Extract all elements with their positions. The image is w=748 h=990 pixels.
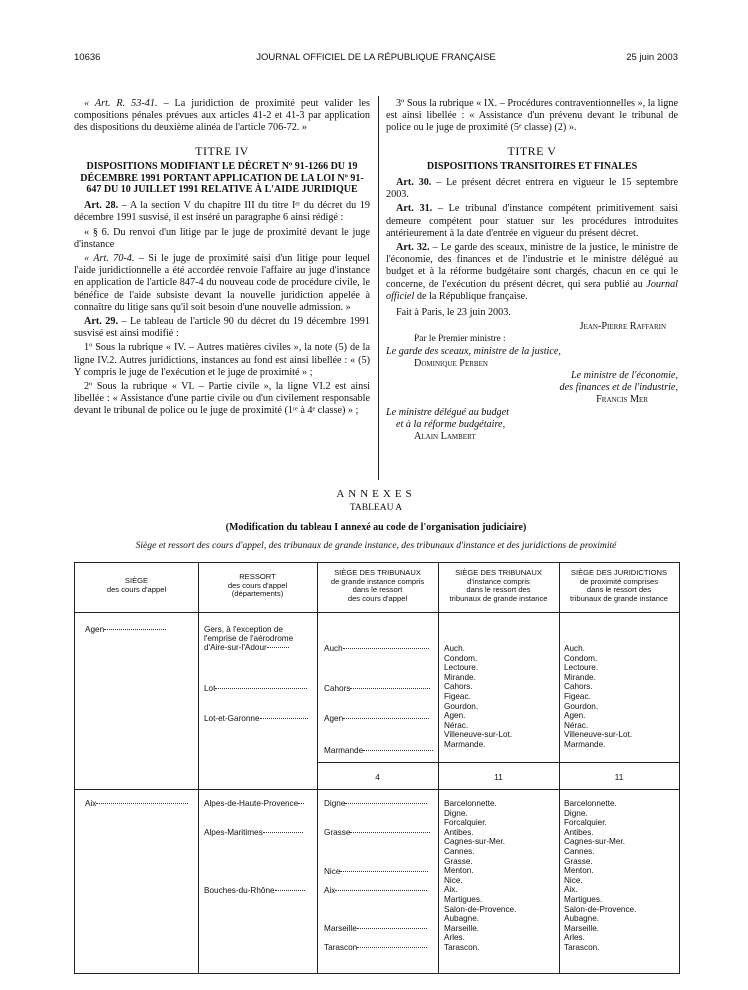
- list-item: Salon-de-Provence.: [564, 904, 637, 914]
- table-caption: Siège et ressort des cours d'appel, des tribunaux de grande instance, des tribunaux d'instance et des juridictions de proximité: [135, 540, 617, 551]
- list-item: Martigues.: [564, 894, 603, 904]
- total-ti: 11: [494, 773, 503, 782]
- article-label: Art. 28.: [84, 200, 119, 212]
- list-item: Martigues.: [444, 894, 483, 904]
- list-item: Agen.: [564, 711, 586, 721]
- list-item: Barcelonnette.: [564, 799, 617, 808]
- paragraph-text: – A la section V du chapitre III du titre Iᵉʳ du décret du 19 décembre 1991 susvisé, il est inséré un paragraphe 6 ainsi rédigé :: [74, 200, 370, 224]
- list-item: Cannes.: [444, 846, 475, 856]
- titre-iv-subtitle: DISPOSITIONS MODIFIANT LE DÉCRET Nº 91-1266 DU 19 DÉCEMBRE 1991 PORTANT APPLICATION DE LA LOI Nº 91-647 DU 10 JUILLET 1991 RELATIVE À L'AIDE JURIDIQUE: [80, 160, 364, 196]
- header-tgi: SIÈGE DES TRIBUNAUX de grande instance compris dans le ressort des cours d'appel: [317, 563, 438, 613]
- list-item: Mirande.: [444, 672, 476, 682]
- list-item: Grasse.: [444, 856, 473, 866]
- article-label: Art. 31.: [396, 203, 433, 215]
- list-item: Menton.: [564, 866, 594, 876]
- titre-v-subtitle: DISPOSITIONS TRANSITOIRES ET FINALES: [426, 160, 638, 172]
- list-item: Aubagne.: [444, 914, 480, 924]
- total-jp: 11: [614, 773, 624, 782]
- tgi-cahors: [324, 684, 430, 694]
- cell-text: Aix: [85, 799, 97, 808]
- fait-a-paris: Fait à Paris, le 23 juin 2003.: [396, 307, 511, 319]
- issue-date: 25 juin 2003: [626, 52, 678, 63]
- leader-dots: [350, 832, 430, 833]
- cell-text: Bouches-du-Rhône: [204, 886, 275, 895]
- list-item: Mirande.: [564, 672, 596, 682]
- column-divider: [378, 96, 379, 480]
- annexes-modification: (Modification du tableau I annexé au code de l'organisation judiciaire): [225, 522, 527, 533]
- dept-lot: [204, 684, 307, 694]
- paragraph-text: de la République française.: [414, 290, 528, 302]
- paragraph-text: – La juridiction de proximité peut valider les compositions pénales prévues aux articles 41-2 et 41-3 par application des dispositions du deuxième alinéa de l'article 706-72. »: [74, 98, 370, 134]
- leader-dots: [96, 803, 188, 804]
- header-jp: SIÈGE DES JURIDICTIONS de proximité comprises dans le ressort des tribunaux de grande instance: [559, 563, 679, 613]
- dept-bouches-du-rhone: [204, 886, 305, 896]
- eco-title-2: des finances et de l'industrie,: [559, 382, 678, 394]
- totals-rule-top: [317, 762, 679, 763]
- left-column: [74, 98, 370, 420]
- ti-list-aix: [444, 799, 516, 953]
- list-item: Aix.: [444, 885, 458, 895]
- paragraph: [74, 98, 370, 135]
- list-item: Antibes.: [564, 827, 594, 837]
- column-rule: [198, 563, 199, 973]
- article-31: [386, 203, 678, 240]
- leader-dots: [215, 688, 307, 689]
- column-rule: [559, 563, 560, 973]
- article-label: Art. 29.: [84, 316, 119, 328]
- list-item: Villeneuve-sur-Lot.: [444, 730, 513, 740]
- titre-iv: TITRE IV: [195, 143, 249, 158]
- list-item: Cagnes-sur-Mer.: [444, 837, 505, 847]
- leader-dots: [267, 647, 289, 648]
- cell-text: Lot-et-Garonne: [204, 714, 260, 723]
- journal-title: JOURNAL OFFICIEL DE LA RÉPUBLIQUE FRANÇAISE: [256, 52, 496, 63]
- leader-dots: [104, 629, 166, 630]
- list-item: Grasse.: [564, 856, 593, 866]
- leader-dots: [343, 718, 429, 719]
- leader-dots: [350, 688, 430, 689]
- garde-title: Le garde des sceaux, ministre de la justice,: [386, 345, 561, 357]
- signature-garde: Dominique Perben: [414, 357, 488, 369]
- cell-text: Agen: [324, 714, 344, 723]
- list-item: Digne.: [444, 808, 468, 818]
- article-32: [386, 242, 678, 303]
- article-70-4: [74, 253, 370, 314]
- eco-title-1: Le ministre de l'économie,: [570, 370, 678, 382]
- leader-dots: [335, 890, 427, 891]
- leader-dots: [263, 832, 303, 833]
- list-item: Nice.: [444, 875, 463, 885]
- paragraph: « § 6. Du renvoi d'un litige par le juge de proximité devant le juge d'instance: [74, 226, 370, 250]
- list-item: Tarascon.: [564, 942, 600, 952]
- par-premier-ministre: Par le Premier ministre :: [414, 334, 506, 345]
- header-ti: SIÈGE DES TRIBUNAUX d'instance compris dans le ressort des tribunaux de grande instance: [438, 563, 559, 613]
- list-item: Figeac.: [564, 691, 591, 701]
- dept-alpes-haute-provence: [204, 799, 304, 809]
- paragraph-text: – Le tableau de l'article 90 du décret du 19 décembre 1991 susvisé est ainsi modifié :: [74, 316, 370, 340]
- cour-agen: [85, 625, 166, 635]
- tgi-digne: [324, 799, 427, 809]
- ti-list-agen: [444, 644, 512, 750]
- paragraph: 2º Sous la rubrique « VI. – Partie civile », la ligne VI.2 est ainsi libellée : « Assistance d'une partie civile ou d'un civilement responsable devant le tribunal de police ou le juge de proximité (1ʳᵉ à 4ᵉ classe) » ;: [74, 381, 370, 417]
- list-item: Tarascon.: [444, 942, 480, 952]
- jp-list-agen: [564, 644, 632, 750]
- list-item: Condom.: [564, 653, 598, 663]
- leader-dots: [345, 803, 427, 804]
- tgi-grasse: [324, 828, 430, 838]
- list-item: Marmande.: [564, 739, 606, 749]
- list-item: Forcalquier.: [444, 818, 487, 828]
- budget-title-1: Le ministre délégué au budget: [386, 406, 509, 418]
- list-item: Digne.: [564, 808, 588, 818]
- cell-text: Digne: [324, 799, 346, 808]
- list-item: Gourdon.: [564, 701, 599, 711]
- page-header: [74, 52, 678, 66]
- list-item: Lectoure.: [444, 663, 479, 673]
- list-item: Marmande.: [444, 739, 486, 749]
- article-29: [74, 316, 370, 340]
- list-item: Arles.: [564, 933, 585, 943]
- journal-reference: Journal officiel: [386, 278, 678, 302]
- list-item: Cahors.: [444, 682, 473, 692]
- leader-dots: [357, 928, 427, 929]
- jurisdiction-table: [74, 562, 680, 974]
- header-cour: SIÈGE des cours d'appel: [75, 563, 198, 613]
- list-item: Nice.: [564, 875, 583, 885]
- list-item: Condom.: [444, 653, 478, 663]
- leader-dots: [340, 871, 428, 872]
- article-label: « Art. R. 53-41.: [84, 98, 158, 109]
- list-item: Forcalquier.: [564, 818, 607, 828]
- tgi-nice: [324, 867, 428, 877]
- cell-text: Tarascon: [324, 943, 358, 952]
- cell-text: Marmande: [324, 746, 364, 755]
- leader-dots: [275, 890, 305, 891]
- list-item: Lectoure.: [564, 663, 599, 673]
- paragraph: 1º Sous la rubrique « IV. – Autres matières civiles », la note (5) de la ligne IV.2. Autres juridictions, instances au fond est ainsi libellée : « (5) Y compris le juge de l'exécution et le juge de proximité » ;: [74, 342, 370, 378]
- list-item: Auch.: [564, 644, 585, 653]
- tgi-marseille: [324, 924, 427, 934]
- leader-dots: [260, 718, 308, 719]
- dept-lot-et-garonne: [204, 714, 308, 724]
- section-rule: [75, 789, 679, 790]
- list-item: Nérac.: [444, 720, 469, 730]
- leader-dots: [363, 750, 433, 751]
- paragraph-text: – Le présent décret entrera en vigueur le 15 septembre 2003.: [386, 177, 678, 201]
- paragraph-text: – Le tribunal d'instance compétent primitivement saisi demeure compétent pour statuer sur les procédures introduites antérieurement à la date d'entrée en vigueur du présent décret.: [386, 203, 679, 239]
- list-item: Arles.: [444, 933, 465, 943]
- cell-text: Alpes-de-Haute-Provence: [204, 799, 299, 808]
- tgi-tarascon: [324, 943, 427, 953]
- list-item: Marseille.: [444, 923, 480, 933]
- right-column: [386, 98, 678, 443]
- list-item: Salon-de-Provence.: [444, 904, 517, 914]
- cour-aix: [85, 799, 188, 809]
- list-item: Villeneuve-sur-Lot.: [564, 730, 633, 740]
- tgi-auch: [324, 644, 429, 654]
- cell-text: Aix: [324, 886, 336, 895]
- tgi-agen: [324, 714, 429, 724]
- cell-text: Cahors: [324, 684, 351, 693]
- leader-dots: [298, 803, 304, 804]
- paragraph-text: – Le garde des sceaux, ministre de la justice, le ministre de l'économie, des finances et de l'industrie et le ministre délégué au budget et à la réforme budgétaire sont chargés, chacun en ce qui le concerne, de l'exécution du présent décret, qui sera publié au: [386, 242, 678, 290]
- header-ressort: RESSORT des cours d'appel (départements): [198, 563, 317, 613]
- column-rule: [438, 563, 439, 973]
- paragraph: 3º Sous la rubrique « IX. – Procédures contraventionnelles », la ligne est ainsi libellée : « Assistance d'un prévenu devant le tribunal de police ou le juge de proximité (5ᵉ classe) (2) ».: [386, 98, 678, 134]
- tgi-aix: [324, 886, 427, 896]
- column-rule: [317, 563, 318, 973]
- cell-text: l'emprise de l'aérodrome: [204, 634, 294, 644]
- annexes-title: ANNEXES: [336, 488, 416, 500]
- article-label: Art. 30.: [396, 177, 432, 189]
- cell-text: Marseille: [324, 924, 357, 933]
- list-item: Cahors.: [564, 682, 593, 692]
- list-item: Agen.: [444, 711, 466, 721]
- leader-dots: [343, 648, 429, 649]
- tableau-title: TABLEAU A: [349, 503, 403, 513]
- cell-text: Gers, à l'exception de: [204, 625, 283, 634]
- budget-title-2: et à la réforme budgétaire,: [396, 418, 506, 430]
- dept-gers: [204, 625, 293, 653]
- signature-eco: Francis Mer: [596, 394, 648, 406]
- list-item: Figeac.: [444, 691, 471, 701]
- cell-text: d'Aire-sur-l'Adour: [204, 643, 267, 653]
- tgi-marmande: [324, 746, 433, 756]
- signature-pm: Jean-Pierre Raffarin: [579, 321, 666, 333]
- titre-v: TITRE V: [507, 143, 557, 158]
- list-item: Cagnes-sur-Mer.: [564, 837, 625, 847]
- list-item: Cannes.: [564, 846, 595, 856]
- list-item: Aix.: [564, 885, 578, 895]
- list-item: Aubagne.: [564, 914, 600, 924]
- page-number: 10636: [74, 52, 101, 63]
- cell-text: Nice: [324, 867, 341, 876]
- article-label: Art. 32.: [396, 242, 430, 254]
- dept-alpes-maritimes: [204, 828, 303, 838]
- jp-list-aix: [564, 799, 636, 953]
- list-item: Barcelonnette.: [444, 799, 497, 808]
- article-label: « Art. 70-4.: [84, 253, 135, 265]
- list-item: Nérac.: [564, 720, 589, 730]
- total-tgi: 4: [375, 773, 380, 782]
- signature-budget: Alain Lambert: [414, 431, 476, 443]
- leader-dots: [357, 947, 427, 948]
- cell-text: Agen: [85, 625, 105, 634]
- cell-text: Lot: [204, 684, 216, 693]
- article-28: [74, 200, 370, 224]
- list-item: Auch.: [444, 644, 465, 653]
- list-item: Marseille.: [564, 923, 600, 933]
- cell-text: Alpes-Maritimes: [204, 828, 263, 837]
- cell-text: Grasse: [324, 828, 351, 837]
- list-item: Antibes.: [444, 827, 474, 837]
- article-30: [386, 177, 678, 201]
- list-item: Menton.: [444, 866, 474, 876]
- paragraph-text: – Si le juge de proximité saisi d'un litige pour lequel l'aide juridictionnelle a été accordée renvoie l'affaire au juge d'instance en application de l'article 847-4 du nouveau code de procédure civile, le bénéfice de l'aide subsiste devant la nouvelle juridiction appelée à connaître du litige sans qu'il soit besoin d'une nouvelle admission. »: [74, 253, 370, 313]
- cell-text: Auch: [324, 644, 343, 653]
- list-item: Gourdon.: [444, 701, 479, 711]
